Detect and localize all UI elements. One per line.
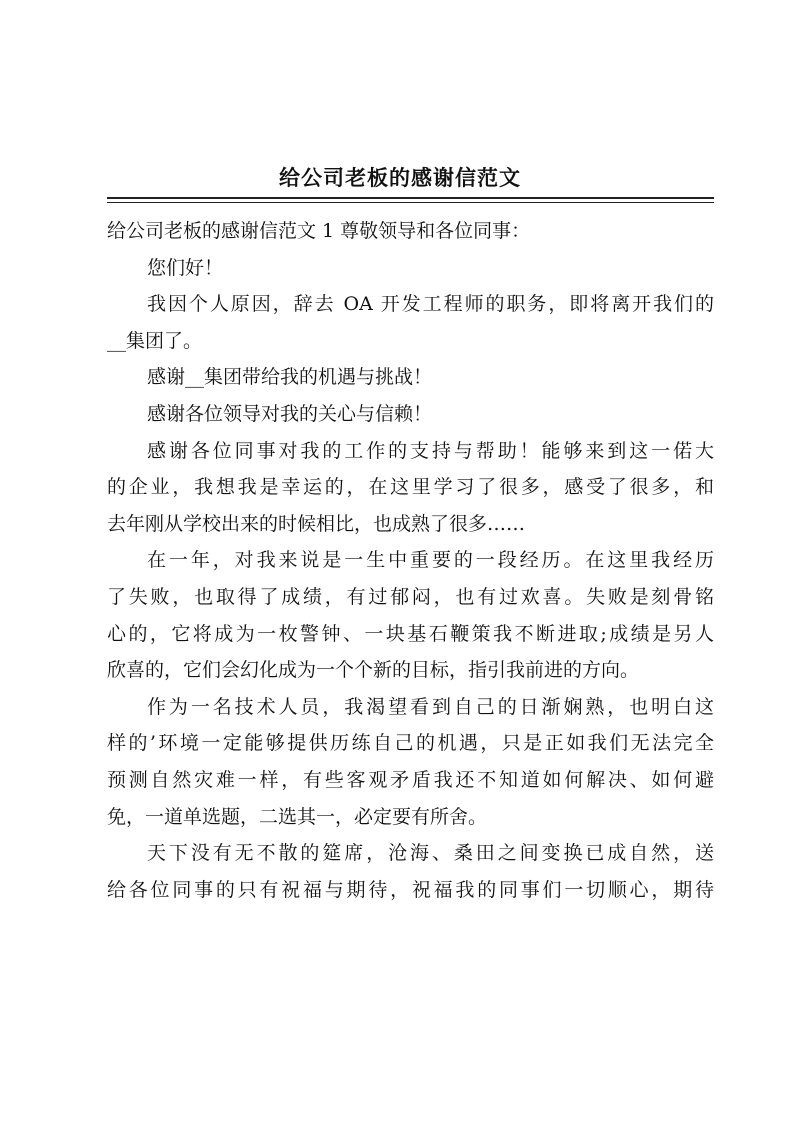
title-rule-thick xyxy=(107,197,714,199)
title-rule-thin xyxy=(107,202,714,203)
body-line: 的企业，我想我是幸运的，在这里学习了很多，感受了很多，和 xyxy=(107,476,714,499)
body-line: 去年刚从学校出来的时候相比，也成熟了很多…… xyxy=(107,512,526,535)
body-line: 样的’环境一定能够提供历练自己的机遇，只是正如我们无法完全 xyxy=(107,732,714,755)
body-line: __集团了。 xyxy=(107,329,203,352)
body-line: 天下没有无不散的筵席，沧海、桑田之间变换已成自然，送 xyxy=(147,842,714,865)
body-line: 心的，它将成为一枚警钟、一块基石鞭策我不断进取;成绩是另人 xyxy=(107,622,714,645)
body-line: 感谢各位领导对我的关心与信赖！ xyxy=(147,402,433,425)
body-line: 免，一道单选题，二选其一，必定要有所舍。 xyxy=(107,805,488,828)
body-line: 给各位同事的只有祝福与期待，祝福我的同事们一切顺心，期待 xyxy=(107,878,714,901)
body-line: 您们好！ xyxy=(147,256,224,279)
body-line: 在一年，对我来说是一生中重要的一段经历。在这里我经历 xyxy=(147,549,714,572)
body-line: 作为一名技术人员，我渴望看到自己的日渐娴熟，也明白这 xyxy=(147,695,714,718)
body-line: 感谢各位同事对我的工作的支持与帮助！能够来到这一偌大 xyxy=(147,439,714,462)
body-line: 给公司老板的感谢信范文 1 尊敬领导和各位同事： xyxy=(107,220,531,242)
body-line: 我因个人原因，辞去 OA 开发工程师的职务，即将离开我们的 xyxy=(147,293,714,316)
body-line: 预测自然灾难一样，有些客观矛盾我还不知道如何解决、如何避 xyxy=(107,768,714,791)
body-line: 了失败，也取得了成绩，有过郁闷，也有过欢喜。失败是刻骨铭 xyxy=(107,585,714,608)
document-body xyxy=(107,213,714,908)
document-title: 给公司老板的感谢信范文 xyxy=(279,165,521,190)
body-line: 欣喜的，它们会幻化成为一个个新的目标，指引我前进的方向。 xyxy=(107,659,640,682)
body-line: 感谢__集团带给我的机遇与挑战！ xyxy=(147,366,433,389)
